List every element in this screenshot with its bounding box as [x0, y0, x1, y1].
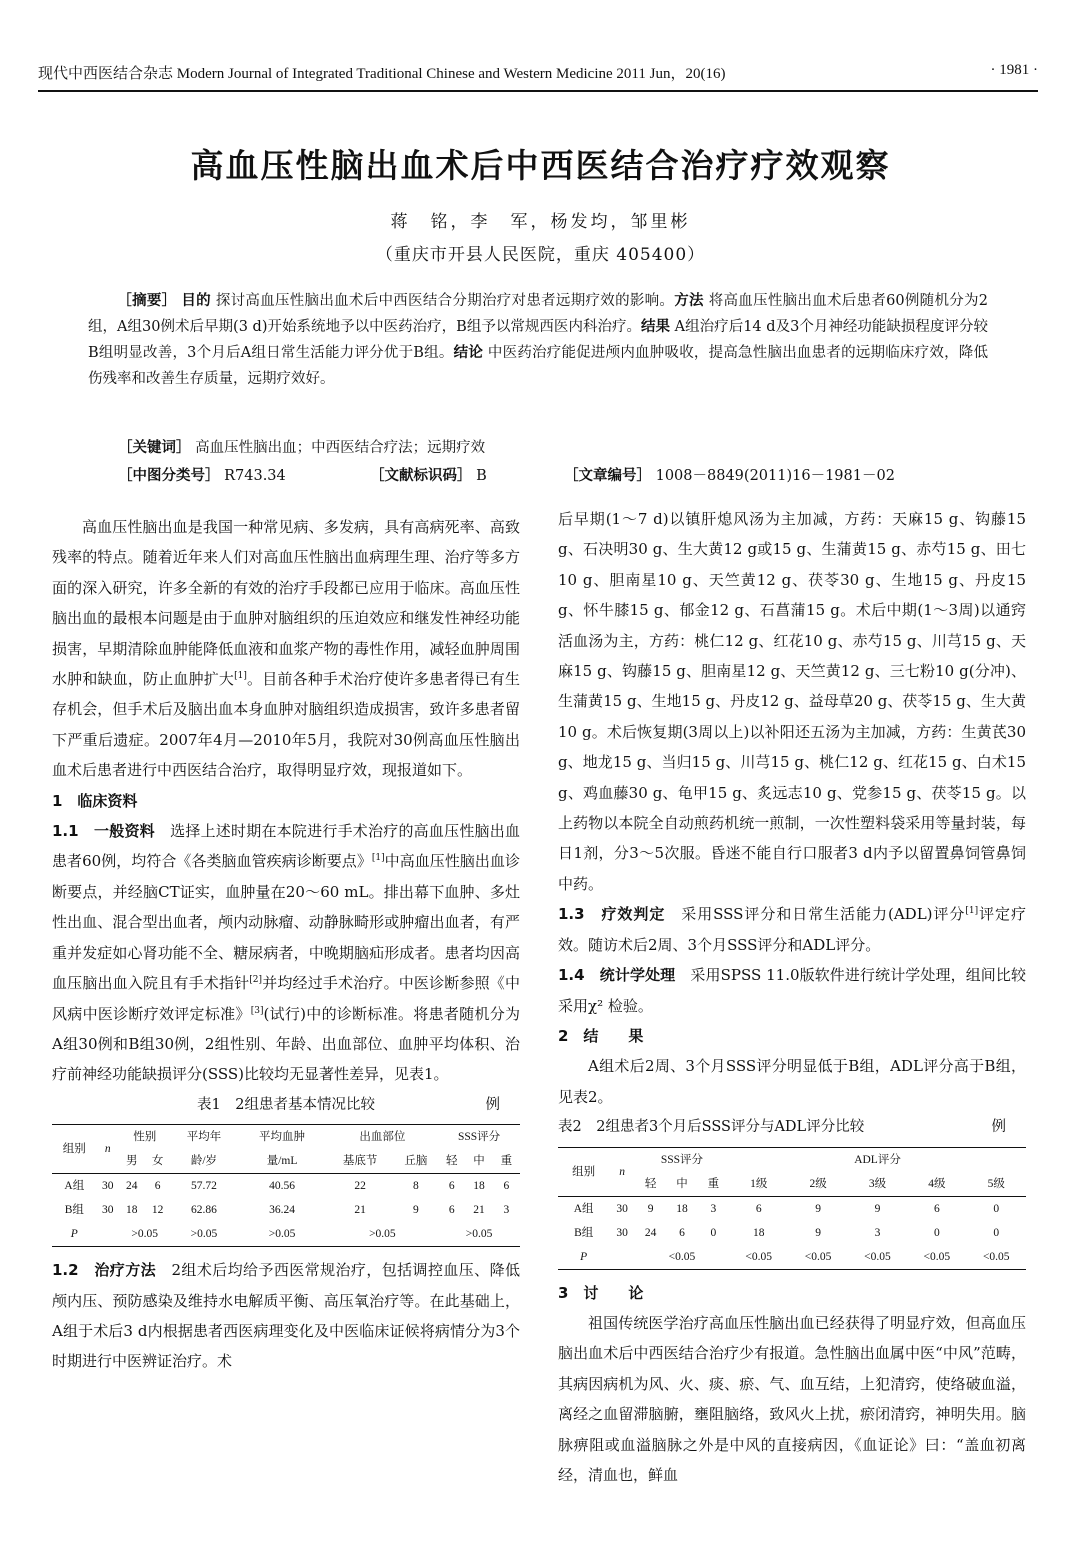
table-row [52, 1174, 520, 1199]
results-text: A组术后2周、3个月SSS评分明显低于B组，ADL评分高于B组，见表2。 [558, 1057, 1026, 1106]
cell: 6 [154, 1180, 161, 1193]
t2-h-light: 轻 [635, 1172, 666, 1197]
cell: 6 [933, 1202, 940, 1215]
method-text: 将高血压性脑出血术后患者60例随机分为2组，A组30例术后早期(3 d)开始系统地予以中医药治疗，B组予以常规西医内科治疗。 [88, 293, 989, 335]
t2-h-adl: ADL评分 [729, 1147, 1026, 1172]
t1-h-mid: 中 [465, 1149, 492, 1174]
table-row-p [52, 1222, 520, 1247]
affiliation: （重庆市开县人民医院，重庆 405400） [375, 245, 706, 265]
left-column [52, 512, 520, 1377]
cell: 0 [933, 1226, 940, 1239]
citation: [1] [371, 853, 385, 864]
abstract-label: ［摘要］ [117, 293, 177, 309]
s13-text-b: 评定疗效。随访术后2周、3个月SSS评分和ADL评分。 [558, 905, 1026, 954]
s13-text-a: 采用SSS评分和日常生活能力(ADL)评分 [681, 905, 966, 924]
intro-paragraph [52, 512, 520, 786]
cell: 24 [644, 1226, 657, 1239]
cell-empty [97, 1222, 119, 1247]
t2-h-group: 组别 [558, 1147, 609, 1196]
cell: 12 [151, 1204, 164, 1217]
t1-h-female: 女 [145, 1149, 171, 1174]
citation: [1] [234, 671, 247, 682]
cell: 62.86 [191, 1204, 217, 1217]
t1-h-n: n [97, 1125, 119, 1174]
cell: 21 [354, 1204, 366, 1217]
cell: 18 [473, 1180, 485, 1193]
t1-h-site: 出血部位 [327, 1125, 439, 1150]
table-2 [558, 1147, 1026, 1270]
article-title: 高血压性脑出血术后中西医结合治疗疗效观察 [190, 146, 891, 185]
cell: 6 [503, 1180, 510, 1193]
table-row [558, 1196, 1026, 1221]
intro-text-a: 高血压性脑出血是我国一种常见病、多发病，具有高病死率、高致残率的特点。随着近年来人们对高血压性脑出血病理生理、治疗等多方面的深入研究，许多全新的有效的治疗手段都已应用于临床。高血压性脑出血的最根本问题是由于血肿对脑组织的压迫效应和继发性神经功能损害，早期清除血肿能降低血液和血浆产物的毒性作用，减轻血肿周围水肿和缺血，防止血肿扩大 [52, 518, 520, 689]
cell-empty [609, 1245, 635, 1270]
table-row [558, 1221, 1026, 1245]
cell: 6 [755, 1202, 762, 1215]
cell: <0.05 [848, 1245, 907, 1270]
intro-text-b: 。目前各种手术治疗使许多患者得已有生存机会，但手术后及脑出血本身血肿对脑组织造成损害，致许多患者留下严重后遗症。2007年4月—2010年5月，我院对30例高血压性脑出血术后患者进行中西医结合治疗，取得明显疗效，现报道如下。 [52, 670, 520, 780]
result-label: 结果 [641, 319, 671, 335]
t2-h-g5: 5级 [967, 1172, 1026, 1197]
result-text: A组治疗后14 d及3个月神经功能缺损程度评分较B组明显改善，3个月后A组日常生活能力评分优于B组。 [88, 319, 988, 361]
cell: 6 [448, 1180, 455, 1193]
section-2-heading: 2 结 果 [558, 1026, 644, 1045]
section-1-1 [52, 816, 520, 1090]
cell: 30 [616, 1202, 628, 1215]
cell: 24 [126, 1180, 138, 1193]
doc-code-value: B [476, 468, 487, 484]
abstract [88, 288, 988, 392]
t2-h-g2: 2级 [788, 1172, 847, 1197]
table-row-p [558, 1245, 1026, 1270]
t1-h-heavy: 重 [493, 1149, 520, 1174]
section-1-2 [52, 1255, 520, 1377]
t1-h-vol-unit: 量/mL [237, 1149, 326, 1174]
cell: 9 [815, 1202, 821, 1215]
cell: >0.05 [438, 1222, 520, 1247]
s11-text-c: 并均经过手术治疗。中医诊断参照《中风病中医诊断疗效评定标准》 [52, 974, 520, 1023]
cell: 22 [354, 1180, 366, 1193]
clc-label: ［中图分类号］ [118, 468, 220, 484]
cell: B组 [64, 1204, 84, 1217]
keywords-label: ［关键词］ [118, 440, 191, 456]
section-3-heading: 3 讨 论 [558, 1283, 644, 1302]
t1-h-age: 平均年 [171, 1125, 238, 1150]
article-no-label: ［文章编号］ [564, 468, 651, 484]
table-1-unit: 例 [485, 1096, 500, 1113]
t1-h-group: 组别 [52, 1125, 97, 1174]
cell: 30 [101, 1204, 114, 1217]
cell: <0.05 [729, 1245, 788, 1270]
objective-text: 探讨高血压性脑出血术后中西医结合分期治疗对患者远期疗效的影响。 [215, 293, 675, 309]
cell: 9 [647, 1202, 654, 1215]
cell: 9 [874, 1202, 881, 1215]
section-1-4 [558, 960, 1026, 1021]
clc-value: R743.34 [224, 468, 286, 484]
cell: B组 [574, 1226, 594, 1239]
t2-h-heavy: 重 [698, 1172, 729, 1197]
cell: 30 [616, 1226, 628, 1239]
table-2-caption [558, 1112, 1026, 1142]
section-1-4-heading: 1.4 统计学处理 [558, 966, 676, 985]
section-1-3 [558, 899, 1026, 960]
cell: 9 [412, 1204, 419, 1217]
t2-h-g1: 1级 [729, 1172, 788, 1197]
treatment-continuation: 后早期(1～7 d)以镇肝熄风汤为主加减，方药：天麻15 g、钩藤15 g、石决明30 g、生大黄12 g或15 g、生蒲黄15 g、赤芍15 g、田七10 g、胆南星10 g、天竺黄12 g、茯苓30 g、生地15 g、丹皮15 g、怀牛膝15 g、郁金12 g、石菖蒲15 g。术后中期(1～3周)以通窍活血汤为主，方药：桃仁12 g、红花10 g、赤芍15 g、川芎15 g、天麻15 g、钩藤15 g、胆南星12 g、天竺黄12 g、三七粉10 g(分冲)、生蒲黄15 g、生地15 g、丹皮12 g、益母草20 g、茯苓15 g、生大黄10 g。术后恢复期(3周以上)以补阳还五汤为主加减，方药：生黄芪30 g、地龙15 g、当归15 g、川芎15 g、桃仁12 g、红花15 g、白术15 g、鸡血藤30 g、龟甲15 g、炙远志10 g、党参15 g、茯苓15 g。以上药物以本院全自动煎药机统一煎制，一次性塑料袋采用等量封装，每日1剂，分3～5次服。昏迷不能自行口服者3 d内予以留置鼻饲管鼻饲中药。 [558, 510, 1026, 893]
objective-label: 目的 [181, 293, 211, 309]
cell: >0.05 [171, 1222, 238, 1247]
cell: 18 [676, 1202, 688, 1215]
cell: A组 [64, 1180, 85, 1193]
table-2-title: 表2 2组患者3个月后SSS评分与ADL评分比较 [558, 1119, 865, 1136]
cell: 30 [101, 1180, 114, 1193]
cell: 3 [710, 1202, 717, 1215]
cell: 3 [874, 1226, 881, 1239]
t2-h-g3: 3级 [848, 1172, 907, 1197]
journal-name: 现代中西医结合杂志 Modern Journal of Integrated Traditional Chinese and Western Medicine 2011 Jun，20(16) [38, 66, 726, 82]
table-2-unit: 例 [991, 1119, 1006, 1136]
s11-text-a: 选择上述时期在本院进行手术治疗的高血压性脑出血患者60例，均符合《各类脑血管疾病诊断要点》 [52, 822, 520, 871]
t1-h-light: 轻 [438, 1149, 465, 1174]
cell: P [52, 1222, 97, 1247]
keywords-value: 高血压性脑出血；中西医结合疗法；远期疗效 [195, 440, 486, 456]
t2-h-mid: 中 [666, 1172, 697, 1197]
section-1-heading: 1 临床资料 [52, 791, 138, 810]
t2-h-sss: SSS评分 [635, 1147, 729, 1172]
s11-text-d: (试行)中的诊断标准。将患者随机分为A组30例和B组30例，2组性别、年龄、出血部位、血肿平均体积、治疗前神经功能缺损评分(SSS)比较均无显著性差异，见表1。 [52, 1004, 520, 1084]
authors: 蒋 铭，李 军，杨发均，邹里彬 [390, 212, 691, 232]
cell: 0 [993, 1202, 1000, 1215]
table-1 [52, 1124, 520, 1247]
cell: >0.05 [327, 1222, 439, 1247]
t1-h-sss: SSS评分 [438, 1125, 520, 1150]
cell: A组 [573, 1202, 594, 1215]
cell: 6 [448, 1204, 455, 1217]
cell: 18 [126, 1204, 138, 1217]
t2-h-n: n [609, 1147, 635, 1196]
t1-h-age-unit: 龄/岁 [171, 1149, 238, 1174]
table-1-caption [52, 1090, 520, 1120]
keywords [118, 436, 998, 457]
s11-text-b: 中高血压性脑出血诊断要点，并经脑CT证实，血肿量在20～60 mL。排出幕下血肿、多灶性出血、混合型出血者，颅内动脉瘤、动静脉畸形或肿瘤出血者，有严重并发症如心肾功能不全、糖尿病者，中晚期脑疝形成者。患者均因高血压脑出血入院且有手术指针 [52, 852, 520, 993]
t1-h-basal: 基底节 [327, 1149, 394, 1174]
section-1-2-heading: 1.2 治疗方法 [52, 1261, 157, 1280]
cell: 40.56 [269, 1180, 295, 1193]
doc-code-label: ［文献标识码］ [370, 468, 472, 484]
method-label: 方法 [674, 293, 704, 309]
t1-h-sex: 性别 [119, 1125, 171, 1150]
cell: >0.05 [237, 1222, 326, 1247]
cell: 57.72 [191, 1180, 217, 1193]
cell: P [558, 1245, 609, 1270]
cell: 3 [503, 1204, 510, 1217]
header-rule [38, 90, 1038, 92]
section-1-1-heading: 1.1 一般资料 [52, 822, 155, 841]
t1-h-male: 男 [119, 1149, 145, 1174]
conclusion-label: 结论 [453, 345, 484, 361]
conclusion-text: 中医药治疗能促进颅内血肿吸收，提高急性脑出血患者的远期临床疗效，降低伤残率和改善生存质量，远期疗效好。 [88, 345, 989, 387]
page-number: · 1981 · [990, 62, 1038, 78]
cell: 9 [815, 1226, 821, 1239]
cell: 6 [679, 1226, 685, 1239]
cell: 0 [993, 1226, 1000, 1239]
s14-text: 采用SPSS 11.0版软件进行统计学处理，组间比较采用χ² 检验。 [558, 966, 1027, 1015]
citation: [3] [250, 1005, 264, 1016]
cell: <0.05 [635, 1245, 729, 1270]
article-no-value: 1008－8849(2011)16－1981－02 [655, 468, 895, 484]
s12-text: 2组术后均给予西医常规治疗，包括调控血压、降低颅内压、预防感染及维持水电解质平衡、高压氧治疗等。在此基础上，A组于术后3 d内根据患者西医病理变化及中医临床证候将病情分为3个时期进行中医辨证治疗。术 [52, 1261, 520, 1371]
cell: 36.24 [269, 1204, 295, 1217]
t1-h-vol: 平均血肿 [237, 1125, 326, 1150]
cell: 21 [473, 1204, 485, 1217]
section-1-3-heading: 1.3 疗效判定 [558, 905, 666, 924]
right-column [558, 504, 1026, 1490]
t1-h-thal: 丘脑 [394, 1149, 439, 1174]
citation: [1] [965, 906, 979, 917]
cell: <0.05 [788, 1245, 847, 1270]
table-1-title: 表1 2组患者基本情况比较 [197, 1096, 375, 1113]
cell: 18 [752, 1226, 765, 1239]
cell: 8 [412, 1180, 419, 1193]
cell: >0.05 [119, 1222, 171, 1247]
discussion-text: 祖国传统医学治疗高血压性脑出血已经获得了明显疗效，但高血压脑出血术后中西医结合治疗少有报道。急性脑出血属中医“中风”范畴，其病因病机为风、火、痰、瘀、气、血互结，上犯清窍，使络破血溢，离经之血留滞脑腑，壅阻脑络，致风火上扰，瘀闭清窍，神明失用。脑脉痹阻或血溢脑脉之外是中风的直接病因，《血证论》曰：“盖血初离经，清血也，鲜血 [558, 1313, 1026, 1484]
cell: 0 [710, 1226, 717, 1239]
cell: <0.05 [967, 1245, 1026, 1270]
t2-h-g4: 4级 [907, 1172, 966, 1197]
cell: <0.05 [907, 1245, 966, 1270]
citation: [2] [249, 975, 263, 986]
table-row [52, 1198, 520, 1222]
